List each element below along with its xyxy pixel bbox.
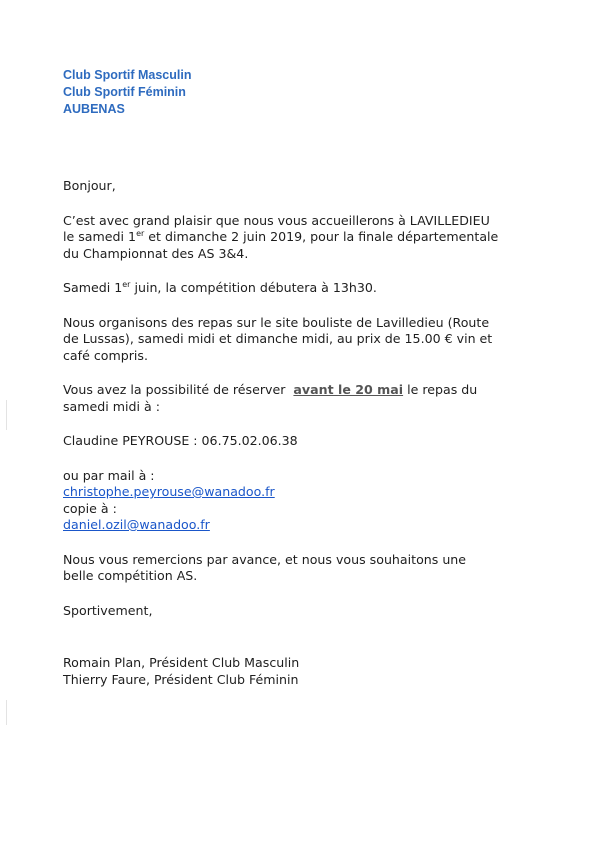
scan-edge-mark <box>6 400 7 430</box>
scan-edge-mark <box>6 700 7 725</box>
meals-line-1: Nous organisons des repas sur le site bouliste de Lavilledieu (Route <box>63 314 490 330</box>
reservation-deadline: avant le 20 mai <box>293 382 404 397</box>
signatures <box>63 655 533 688</box>
invitation-line-1: C’est avec grand plaisir que nous vous accueillerons à LAVILLEDIEU <box>63 212 490 228</box>
letter-body <box>63 178 533 688</box>
email-link-daniel[interactable]: daniel.ozil@wanadoo.fr <box>63 517 210 532</box>
meals-line-3: café compris. <box>63 347 148 363</box>
thanks-line-1: Nous vous remercions par avance, et nous vous souhaitons une <box>63 551 467 567</box>
mail-intro: ou par mail à : <box>63 467 155 483</box>
invitation-line-3: du Championnat des AS 3&4. <box>63 245 249 261</box>
paragraph-invitation <box>63 213 533 263</box>
club-name-masculin: Club Sportif Masculin <box>63 68 192 82</box>
ordinal-suffix: er <box>122 279 131 289</box>
reservation-text-start: Vous avez la possibilité de réserver <box>63 382 290 397</box>
thanks-line-2: belle compétition AS. <box>63 568 198 583</box>
paragraph-start-time <box>63 280 533 297</box>
signature-masculin: Romain Plan, Président Club Masculin <box>63 655 300 670</box>
club-name-feminin: Club Sportif Féminin <box>63 85 186 99</box>
club-city: AUBENAS <box>63 102 125 116</box>
paragraph-mail <box>63 468 533 534</box>
reservation-line-2: samedi midi à : <box>63 398 161 414</box>
copy-intro: copie à : <box>63 500 117 516</box>
closing: Sportivement, <box>63 602 153 618</box>
ordinal-suffix: er <box>136 228 145 238</box>
start-time-prefix: Samedi 1 <box>63 280 123 295</box>
email-link-christophe[interactable]: christophe.peyrouse@wanadoo.fr <box>63 484 275 499</box>
paragraph-thanks <box>63 552 533 585</box>
signature-feminin: Thierry Faure, Président Club Féminin <box>63 671 299 687</box>
reservation-text-end: le repas du <box>403 382 478 397</box>
invitation-line-2-end: et dimanche 2 juin 2019, pour la finale départementale <box>144 229 499 244</box>
invitation-line-2-start: le samedi 1 <box>63 229 137 244</box>
greeting: Bonjour, <box>63 178 116 193</box>
meals-line-2: de Lussas), samedi midi et dimanche midi, au prix de 15.00 € vin et <box>63 331 493 346</box>
letterhead <box>63 67 191 118</box>
start-time-text: juin, la compétition débutera à 13h30. <box>130 280 377 295</box>
contact-phone: Claudine PEYROUSE : 06.75.02.06.38 <box>63 433 298 448</box>
paragraph-reservation <box>63 382 533 415</box>
paragraph-meals <box>63 315 533 365</box>
